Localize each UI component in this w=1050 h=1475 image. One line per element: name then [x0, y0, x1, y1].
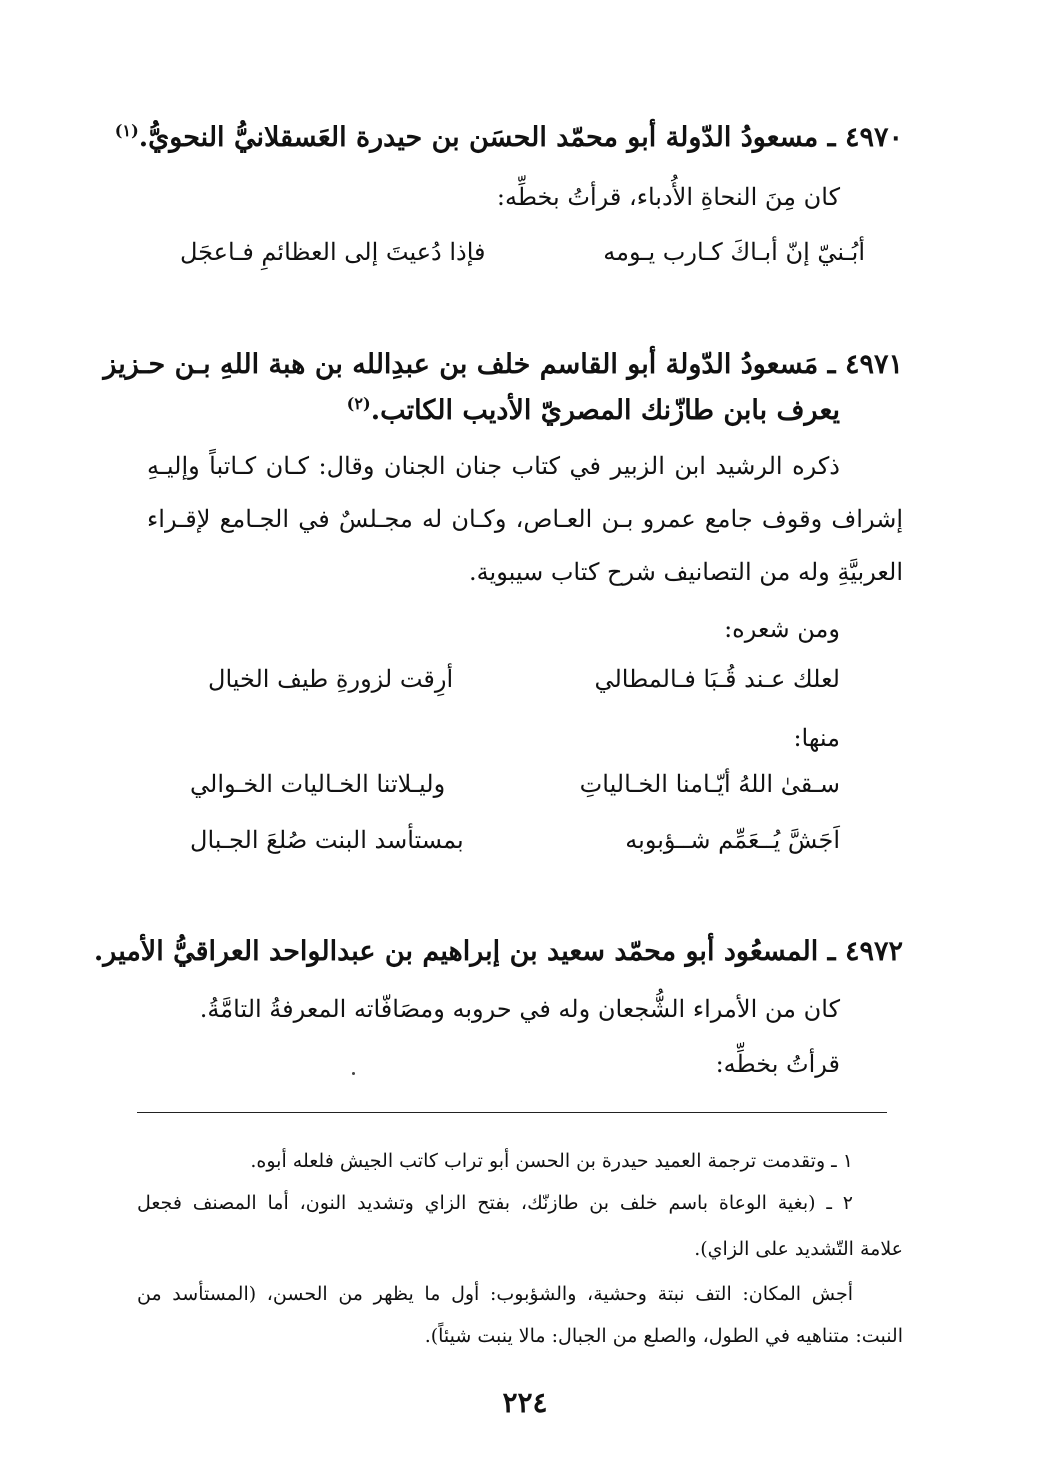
poetry-intro: ومن شعره: [724, 615, 840, 643]
footnote-ref-1: (١) [114, 121, 139, 140]
verse-1-hemistich-right: أبُـنيّ إنّ أبـاكَ كـارب يـومه [603, 238, 865, 266]
poetry-intro-2: منها: [793, 724, 840, 752]
entry-4972-text-line-2: قرأتُ بخطِّه: [715, 1050, 840, 1078]
footnote-rule [137, 1112, 887, 1113]
footnote-1: ١ ـ وتقدمت ترجمة العميد حيدرة بن الحسن أبو تراب كاتب الجيش فلعله أبوه. [250, 1150, 853, 1172]
verse-4-hemistich-right: اَجَشَّ يُــعَمِّم شــؤبوبه [625, 826, 840, 854]
footnote-3: أجش المكان: التف نبتة وحشية، والشؤبوب: أول ما يظهر من الحسن، (المستأسد من [137, 1283, 853, 1305]
entry-4971-heading: ٤٩٧١ ـ مَسعودُ الدّولة أبو القاسم خلف بن عبدِالله بن هبة اللهِ بـن حـزيز [103, 349, 903, 380]
verse-4-hemistich-left: بمستأسد البنت صُلعَ الجـبال [190, 826, 464, 854]
entry-4971-heading-cont: يعرف بابن طازّنك المصريّ الأديب الكاتب.$^{(٢)}$ [346, 394, 840, 426]
entry-4972-text-line-1: كان من الأمراء الشُّجعان وله في حروبه ومصَافّاته المعرفةُ التامَّةُ. [199, 995, 840, 1023]
entry-4971-text-line-2: إشراف وقوف جامع عمرو بـن العـاص، وكـان له مجـلسٌ في الجـامع لإقـراء [147, 505, 903, 533]
verse-3-hemistich-left: وليـلاتنا الخـاليات الخـوالي [190, 770, 446, 798]
entry-4970-heading: ٤٩٧٠ ـ مسعودُ الدّولة أبو محمّد الحسَن بن حيدرة العَسقلانيُّ النحويُّ.$^{(١)}$ [114, 121, 903, 153]
verse-3-hemistich-right: سـقىٰ اللهُ أيّـامنا الخـالياتِ [579, 770, 840, 798]
entry-4971-text-line-1: ذكره الرشيد ابن الزبير في كتاب جنان الجنان وقال: كـان كـاتباً وإليـهِ [147, 452, 840, 480]
entry-4972-heading: ٤٩٧٢ ـ المسعُود أبو محمّد سعيد بن إبراهيم بن عبدالواحد العراقيُّ الأمير. [93, 936, 903, 967]
verse-1-hemistich-left: فإذا دُعيتَ إلى العظائمِ فـاعجَل [180, 238, 486, 266]
footnote-3-cont: النبت: متناهيه في الطول، والصلع من الجبال: مالا ينبت شيئاً). [424, 1325, 903, 1347]
page-number: ٢٢٤ [502, 1386, 548, 1419]
footnote-2-cont: علامة التّشديد على الزاي). [694, 1238, 903, 1260]
entry-4970-text: كان مِنَ النحاةِ الأُدباء، قرأتُ بخطِّه: [496, 183, 840, 211]
footnote-2: ٢ ـ (بغية الوعاة باسم خلف بن طازنّك، بفتح الزاي وتشديد النون، أما المصنف فجعل [137, 1192, 853, 1214]
verse-2-hemistich-left: أرِقت لزورةِ طيف الخيال [208, 665, 454, 693]
stray-dot [352, 1072, 355, 1075]
footnote-ref-2: (٢) [346, 394, 371, 413]
entry-4971-text-line-3: العربيَّةِ وله من التصانيف شرح كتاب سيبوية. [469, 558, 903, 586]
verse-2-hemistich-right: لعلك عـند قُـبَا فـالمطالي [594, 665, 840, 693]
